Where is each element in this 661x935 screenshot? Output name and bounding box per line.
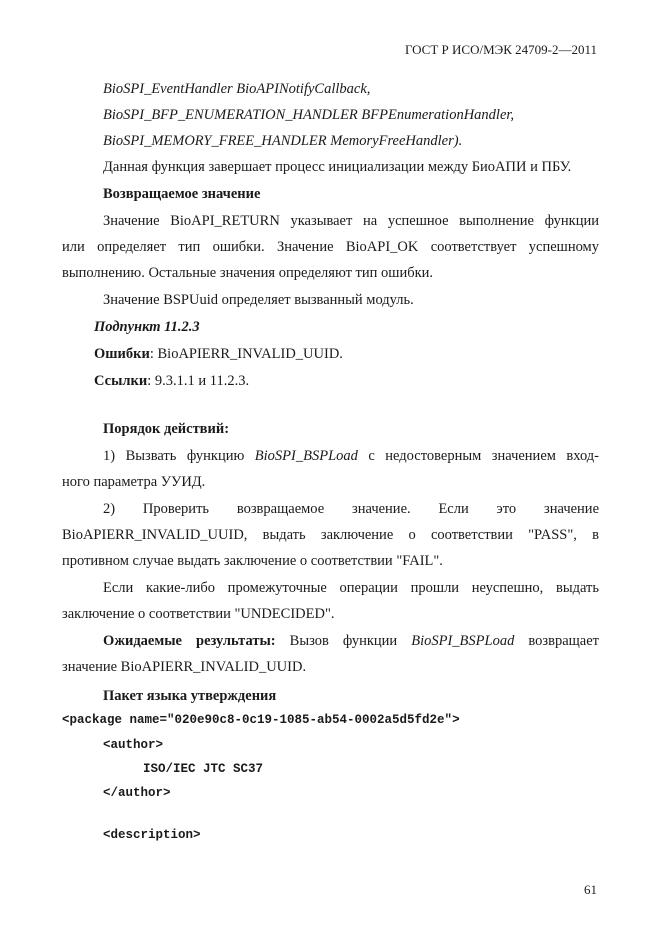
code-description-open: <description> bbox=[103, 828, 201, 842]
step-1-text: 1) Вызвать функцию bbox=[103, 448, 255, 464]
init-sentence: Данная функция завершает процесс инициализации между БиоАПИ и ПБУ. bbox=[103, 159, 572, 175]
errors-value: : BioAPIERR_INVALID_UUID. bbox=[149, 346, 343, 362]
expected-results-line-2: значение BioAPIERR_INVALID_UUID. bbox=[62, 659, 307, 675]
expected-results-text-end: возвращает bbox=[514, 633, 599, 649]
references-label: Ссылки bbox=[94, 373, 148, 389]
page-number: 61 bbox=[584, 882, 597, 897]
step-1-line-1 bbox=[103, 447, 599, 465]
expected-results-function: BioSPI_BSPLoad bbox=[411, 633, 515, 649]
expected-results-line-1 bbox=[103, 632, 599, 650]
errors-label: Ошибки bbox=[94, 346, 150, 362]
step-3-line-1: Если какие-либо промежуточные операции прошли неуспешно, выдать bbox=[103, 580, 599, 596]
step-1-line-2: ного параметра УУИД. bbox=[62, 474, 206, 490]
step-3-line-2: заключение о соответствии "UNDECIDED". bbox=[62, 606, 335, 622]
procedure-heading: Порядок действий: bbox=[103, 421, 230, 437]
step-1-function: BioSPI_BSPLoad bbox=[254, 448, 358, 464]
references-value: : 9.3.1.1 и 11.2.3. bbox=[147, 373, 250, 389]
code-package-open: <package name="020e90c8-0c19-1085-ab54-0002a5d5fd2e"> bbox=[62, 713, 460, 727]
return-para-line-1: Значение BioAPI_RETURN указывает на успешное выполнение функции bbox=[103, 213, 599, 229]
errors-line bbox=[94, 345, 343, 363]
code-author-value: ISO/IEC JTC SC37 bbox=[143, 762, 264, 776]
code-author-close: </author> bbox=[103, 786, 171, 800]
expected-results-label: Ожидаемые результаты: bbox=[103, 633, 276, 649]
return-value-heading: Возвращаемое значение bbox=[103, 186, 261, 202]
subclause-label: Подпункт 11.2.3 bbox=[94, 319, 200, 335]
step-2-line-2: BioAPIERR_INVALID_UUID, выдать заключение о соответствии "PASS", в bbox=[62, 527, 599, 543]
param-line-2: BioSPI_BFP_ENUMERATION_HANDLER BFPEnumerationHandler, bbox=[103, 107, 515, 123]
assertion-package-heading: Пакет языка утверждения bbox=[103, 688, 277, 704]
running-header: ГОСТ Р ИСО/МЭК 24709-2—2011 bbox=[404, 42, 597, 57]
step-1-text-end: с недостоверным значением вход- bbox=[357, 448, 599, 464]
step-2-line-1: 2) Проверить возвращаемое значение. Если это значение bbox=[103, 501, 599, 517]
return-para-line-3: выполнению. Остальные значения определяют тип ошибки. bbox=[62, 265, 434, 281]
param-line-1: BioSPI_EventHandler BioAPINotifyCallback, bbox=[103, 81, 371, 97]
bspuuid-sentence: Значение BSPUuid определяет вызванный модуль. bbox=[103, 292, 414, 308]
expected-results-text: Вызов функции bbox=[275, 633, 412, 649]
return-para-line-2: или определяет тип ошибки. Значение BioAPI_OK соответствует успешному bbox=[62, 239, 599, 255]
references-line bbox=[94, 372, 249, 390]
param-line-3: BioSPI_MEMORY_FREE_HANDLER MemoryFreeHandler). bbox=[103, 133, 463, 149]
step-2-line-3: противном случае выдать заключение о соответствии "FAIL". bbox=[62, 553, 443, 569]
code-author-open: <author> bbox=[103, 738, 164, 752]
